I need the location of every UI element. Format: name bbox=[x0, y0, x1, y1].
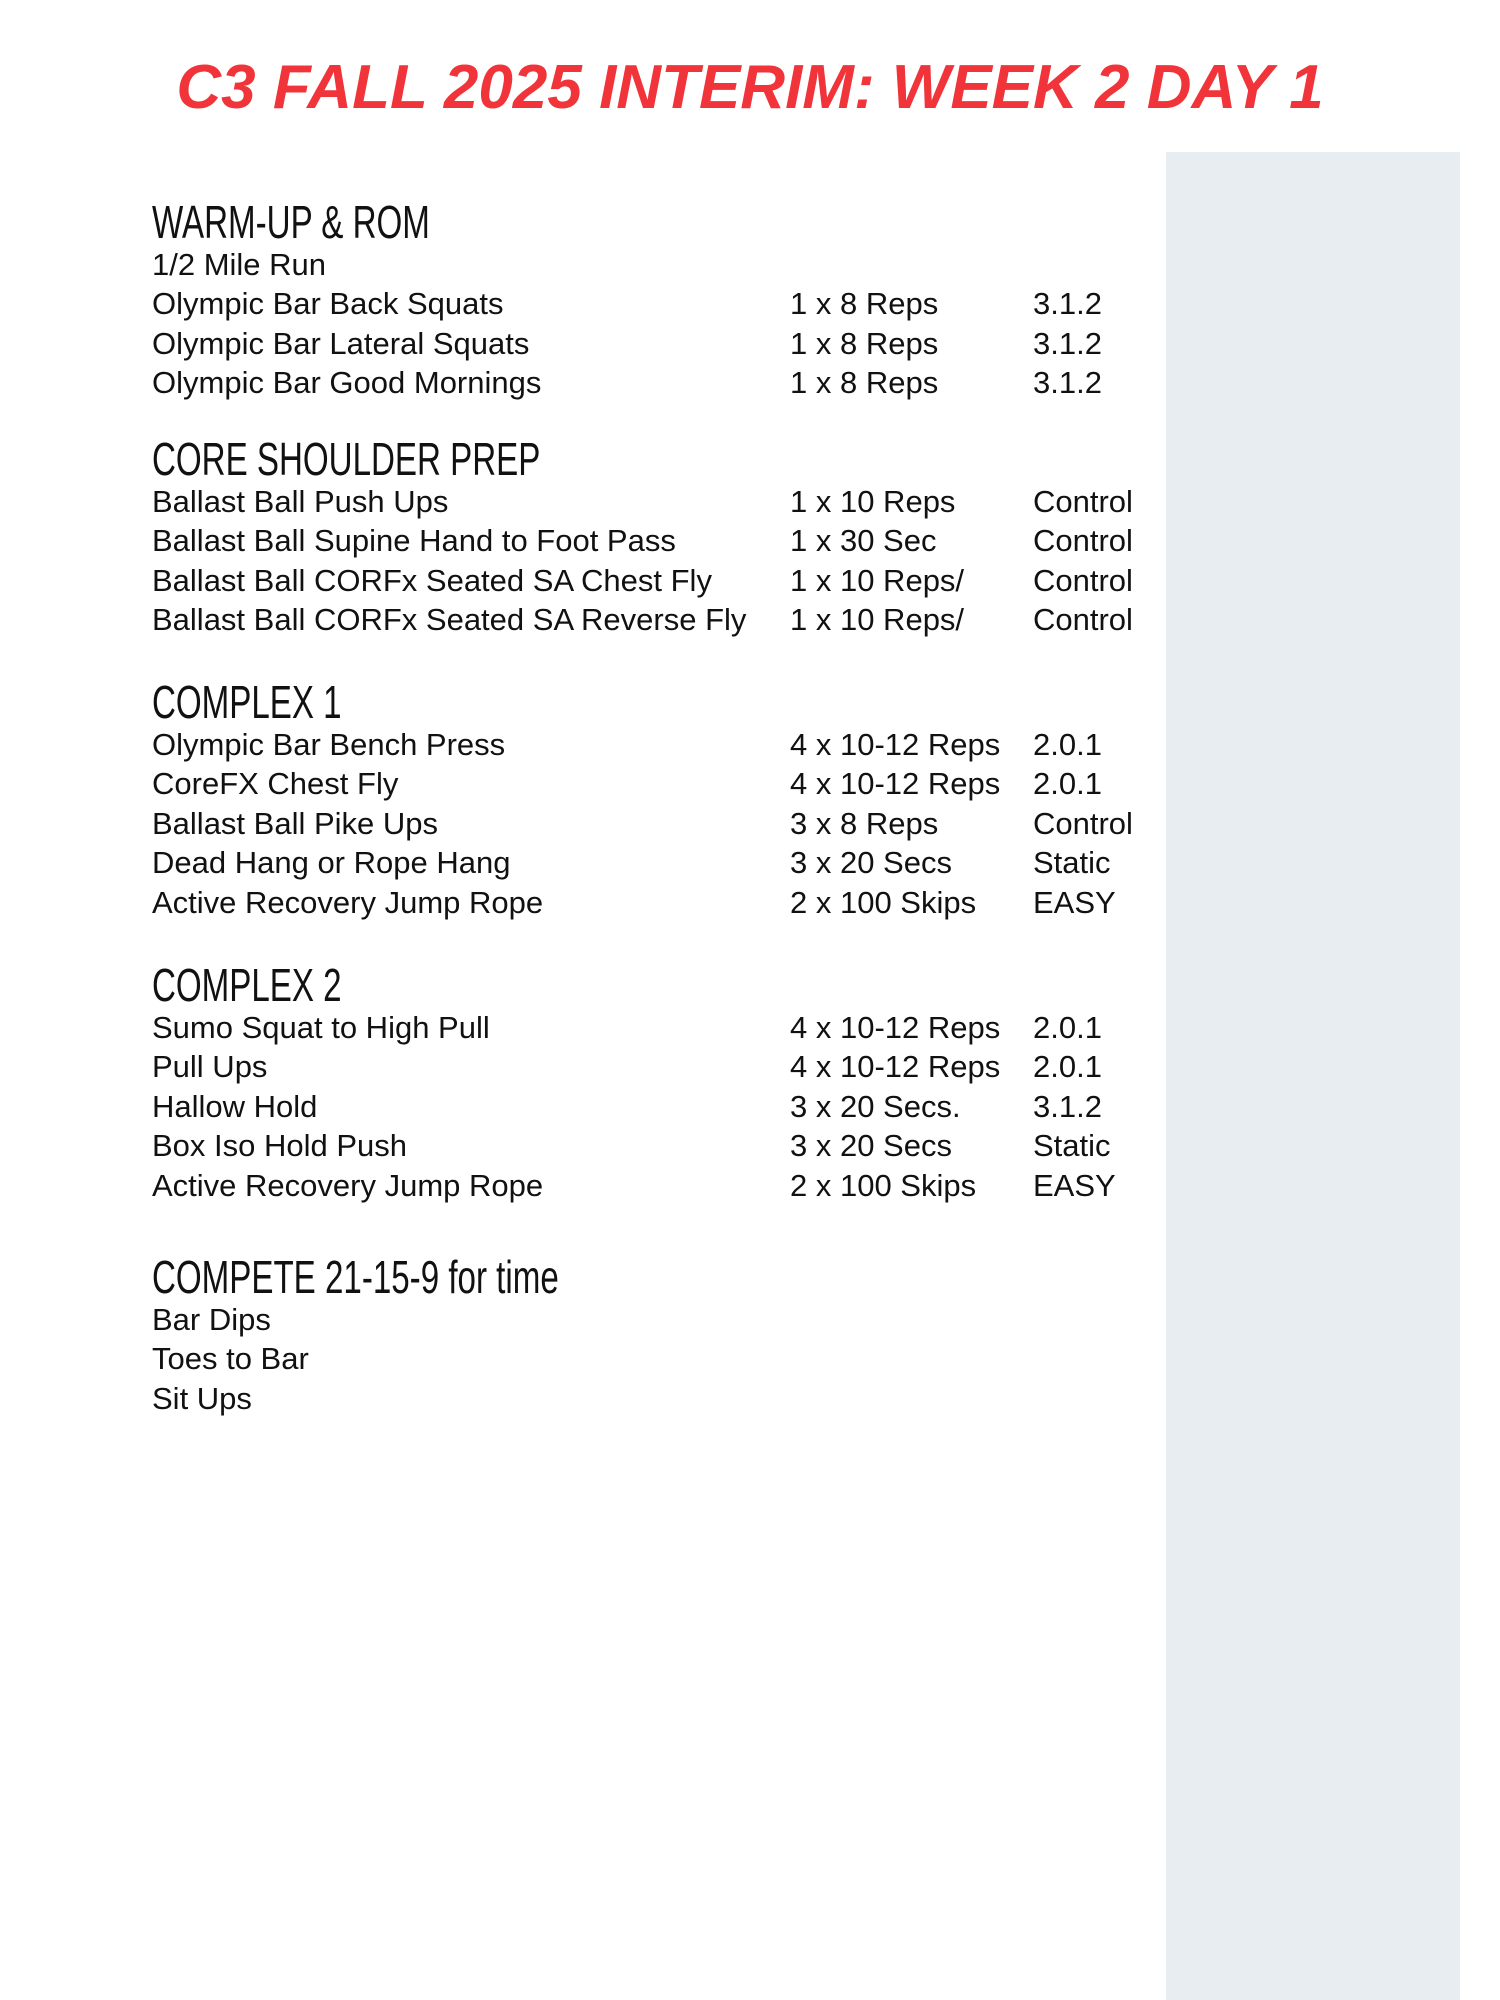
section-heading: WARM-UP & ROM bbox=[152, 196, 430, 248]
section-heading: COMPLEX 1 bbox=[152, 676, 342, 728]
exercise-name: Pull Ups bbox=[152, 1049, 268, 1085]
exercise-name: Box Iso Hold Push bbox=[152, 1128, 408, 1164]
exercise-row bbox=[152, 1126, 1152, 1165]
exercise-row bbox=[152, 1300, 1152, 1339]
exercise-tempo: Control bbox=[1033, 805, 1133, 841]
exercise-name: Olympic Bar Bench Press bbox=[152, 727, 506, 762]
exercise-name: Ballast Ball CORFx Seated SA Reverse Fly bbox=[152, 602, 747, 638]
exercise-row bbox=[152, 284, 1152, 323]
exercise-name: Hallow Hold bbox=[152, 1088, 318, 1124]
side-panel bbox=[1166, 152, 1460, 2000]
section-warm-up bbox=[152, 196, 1152, 403]
exercise-name: Ballast Ball Push Ups bbox=[152, 484, 449, 519]
exercise-name: Dead Hang or Rope Hang bbox=[152, 845, 511, 881]
exercise-name: Active Recovery Jump Rope bbox=[152, 1167, 544, 1203]
exercise-tempo: Control bbox=[1033, 484, 1133, 519]
exercise-sets: 4 x 10-12 Reps bbox=[790, 766, 1001, 802]
exercise-sets: 3 x 20 Secs. bbox=[790, 1088, 961, 1124]
section-complex-1 bbox=[152, 676, 1152, 922]
exercise-tempo: Control bbox=[1033, 562, 1133, 598]
exercise-name: Olympic Bar Lateral Squats bbox=[152, 325, 530, 361]
exercise-sets: 2 x 100 Skips bbox=[790, 884, 977, 920]
exercise-sets: 4 x 10-12 Reps bbox=[790, 1049, 1001, 1085]
exercise-row bbox=[152, 600, 1152, 639]
exercise-tempo: EASY bbox=[1033, 1167, 1116, 1203]
exercise-name: Toes to Bar bbox=[152, 1341, 309, 1377]
exercise-row bbox=[152, 1047, 1152, 1086]
exercise-sets: 1 x 8 Reps bbox=[790, 325, 939, 361]
exercise-tempo: 2.0.1 bbox=[1033, 727, 1102, 762]
exercise-row bbox=[152, 725, 1152, 764]
exercise-row bbox=[152, 843, 1152, 882]
exercise-row bbox=[152, 363, 1152, 402]
exercise-row bbox=[152, 804, 1152, 843]
exercise-sets: 1 x 10 Reps/ bbox=[790, 562, 965, 598]
exercise-sets: 1 x 8 Reps bbox=[790, 286, 939, 322]
exercise-row bbox=[152, 1087, 1152, 1126]
exercise-sets: 1 x 10 Reps/ bbox=[790, 602, 965, 638]
exercise-sets: 3 x 20 Secs bbox=[790, 845, 952, 881]
exercise-tempo: EASY bbox=[1033, 884, 1116, 920]
exercise-row bbox=[152, 1008, 1152, 1047]
section-complex-2 bbox=[152, 959, 1152, 1205]
exercise-tempo: 2.0.1 bbox=[1033, 766, 1102, 802]
exercise-tempo: 3.1.2 bbox=[1033, 1088, 1102, 1124]
exercise-name: CoreFX Chest Fly bbox=[152, 766, 399, 802]
exercise-tempo: Static bbox=[1033, 845, 1111, 881]
exercise-name: Active Recovery Jump Rope bbox=[152, 884, 544, 920]
exercise-name: 1/2 Mile Run bbox=[152, 247, 327, 282]
exercise-sets: 1 x 30 Sec bbox=[790, 523, 937, 559]
exercise-row bbox=[152, 1339, 1152, 1378]
exercise-tempo: 2.0.1 bbox=[1033, 1049, 1102, 1085]
exercise-tempo: Static bbox=[1033, 1128, 1111, 1164]
exercise-row bbox=[152, 764, 1152, 803]
section-core-shoulder-prep bbox=[152, 433, 1152, 640]
exercise-row bbox=[152, 1379, 1152, 1418]
exercise-tempo: 3.1.2 bbox=[1033, 365, 1102, 401]
exercise-row bbox=[152, 482, 1152, 521]
page-title: C3 FALL 2025 INTERIM: WEEK 2 DAY 1 bbox=[176, 53, 1324, 122]
exercise-name: Olympic Bar Good Mornings bbox=[152, 365, 542, 401]
exercise-sets: 3 x 20 Secs bbox=[790, 1128, 952, 1164]
section-heading: COMPLEX 2 bbox=[152, 959, 342, 1011]
exercise-row bbox=[152, 521, 1152, 560]
exercise-tempo: 2.0.1 bbox=[1033, 1010, 1102, 1045]
exercise-sets: 1 x 8 Reps bbox=[790, 365, 939, 401]
exercise-name: Sit Ups bbox=[152, 1380, 252, 1416]
section-heading: CORE SHOULDER PREP bbox=[152, 433, 541, 485]
exercise-name: Ballast Ball Supine Hand to Foot Pass bbox=[152, 523, 676, 559]
exercise-sets: 2 x 100 Skips bbox=[790, 1167, 977, 1203]
exercise-row bbox=[152, 1166, 1152, 1205]
exercise-name: Olympic Bar Back Squats bbox=[152, 286, 504, 322]
exercise-tempo: 3.1.2 bbox=[1033, 325, 1102, 361]
section-compete bbox=[152, 1251, 1152, 1418]
exercise-tempo: Control bbox=[1033, 523, 1133, 559]
exercise-name: Ballast Ball Pike Ups bbox=[152, 805, 439, 841]
exercise-sets: 3 x 8 Reps bbox=[790, 805, 939, 841]
exercise-row bbox=[152, 245, 1152, 284]
exercise-name: Sumo Squat to High Pull bbox=[152, 1010, 490, 1045]
exercise-tempo: 3.1.2 bbox=[1033, 286, 1102, 322]
exercise-sets: 1 x 10 Reps bbox=[790, 484, 956, 519]
exercise-name: Ballast Ball CORFx Seated SA Chest Fly bbox=[152, 562, 712, 598]
exercise-row bbox=[152, 883, 1152, 922]
exercise-sets: 4 x 10-12 Reps bbox=[790, 1010, 1001, 1045]
exercise-tempo: Control bbox=[1033, 602, 1133, 638]
exercise-row bbox=[152, 324, 1152, 363]
section-heading: COMPETE 21-15-9 for time bbox=[152, 1251, 559, 1303]
exercise-sets: 4 x 10-12 Reps bbox=[790, 727, 1001, 762]
exercise-row bbox=[152, 561, 1152, 600]
exercise-name: Bar Dips bbox=[152, 1302, 271, 1337]
